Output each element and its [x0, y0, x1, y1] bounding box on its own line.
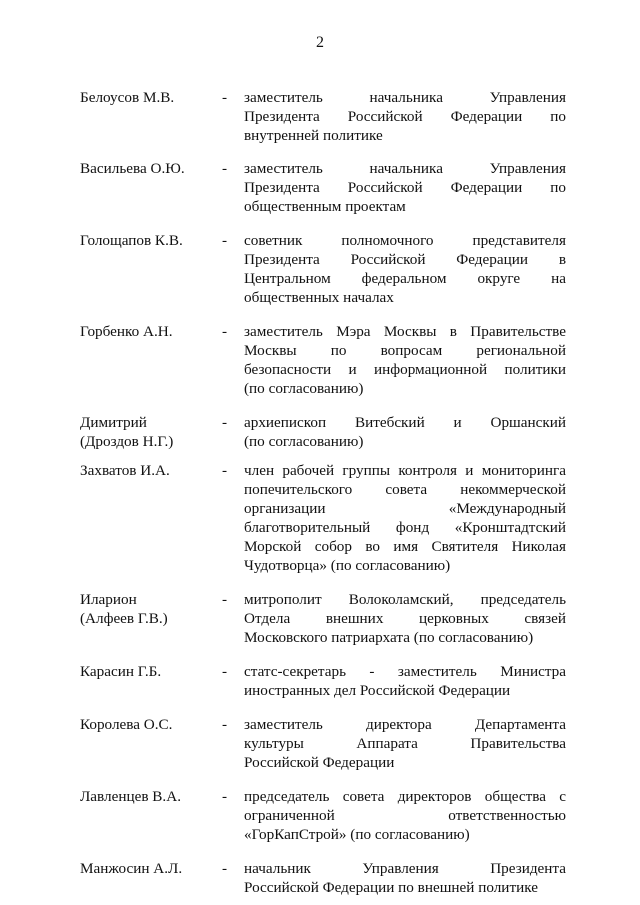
- position-line: заместитель начальника Управления: [244, 89, 566, 106]
- page-number: 2: [316, 34, 324, 51]
- position-line: «ГорКапСтрой» (по согласованию): [244, 826, 470, 843]
- person-name-line: (Дроздов Н.Г.): [80, 433, 174, 450]
- position-line: начальник Управления Президента: [244, 860, 566, 877]
- roster-entry: [80, 231, 566, 307]
- position-line: общественным проектам: [244, 198, 406, 215]
- person-name-line: (Алфеев Г.В.): [80, 610, 168, 627]
- person-name: [80, 461, 222, 480]
- person-name: [80, 231, 222, 250]
- person-name-line: Захватов И.А.: [80, 462, 170, 479]
- position-description: [244, 590, 566, 647]
- person-name: [80, 715, 222, 734]
- position-line: Морской собор во имя Святителя Николая: [244, 538, 566, 555]
- position-line: митрополит Волоколамский, председатель: [244, 591, 566, 608]
- position-line: Московского патриархата (по согласованию): [244, 629, 534, 646]
- position-description: [244, 159, 566, 216]
- position-description: [244, 322, 566, 398]
- position-line: (по согласованию): [244, 380, 364, 397]
- position-line: организации «Международный: [244, 500, 566, 517]
- roster-entry: [80, 461, 566, 575]
- position-line: Российской Федерации по внешней политике: [244, 879, 538, 896]
- position-line: ограниченной ответственностью: [244, 807, 566, 824]
- position-line: иностранных дел Российской Федерации: [244, 682, 511, 699]
- person-name: [80, 662, 222, 681]
- position-line: культуры Аппарата Правительства: [244, 735, 566, 752]
- position-line: безопасности и информационной политики: [244, 361, 566, 378]
- position-line: председатель совета директоров общества с: [244, 788, 566, 805]
- roster-entry: [80, 322, 566, 398]
- roster-entry: [80, 88, 566, 145]
- roster-entry: [80, 413, 566, 451]
- person-name-line: Иларион: [80, 591, 137, 608]
- roster-list: [80, 73, 566, 897]
- person-name-line: Димитрий: [80, 414, 147, 431]
- position-description: [244, 413, 566, 451]
- person-name: [80, 322, 222, 341]
- position-line: благотворительный фонд «Кронштадтский: [244, 519, 566, 536]
- roster-entry: [80, 590, 566, 647]
- dash-separator: -: [222, 716, 228, 733]
- position-description: [244, 715, 566, 772]
- position-line: заместитель начальника Управления: [244, 160, 566, 177]
- position-description: [244, 231, 566, 307]
- person-name: [80, 413, 222, 451]
- dash-separator: -: [222, 232, 228, 249]
- position-line: Российской Федерации: [244, 754, 395, 771]
- position-line: Чудотворца» (по согласованию): [244, 557, 451, 574]
- position-description: [244, 662, 566, 700]
- position-line: Москвы по вопросам региональной: [244, 342, 566, 359]
- position-line: Президента Российской Федерации по: [244, 108, 566, 125]
- person-name: [80, 159, 222, 178]
- dash-separator: -: [222, 462, 228, 479]
- position-line: Президента Российской Федерации в: [244, 251, 566, 268]
- person-name: [80, 88, 222, 107]
- position-line: заместитель Мэра Москвы в Правительстве: [244, 323, 566, 340]
- dash-separator: -: [222, 788, 228, 805]
- roster-entry: [80, 859, 566, 897]
- position-description: [244, 859, 566, 897]
- roster-entry: [80, 662, 566, 700]
- person-name: [80, 787, 222, 806]
- position-description: [244, 461, 566, 575]
- dash-separator: -: [222, 323, 228, 340]
- position-line: внутренней политике: [244, 127, 383, 144]
- person-name: [80, 859, 222, 878]
- position-line: член рабочей группы контроля и мониторинга: [244, 462, 566, 479]
- dash-separator: -: [222, 591, 228, 608]
- position-line: общественных началах: [244, 289, 394, 306]
- position-line: Отдела внешних церковных связей: [244, 610, 566, 627]
- position-line: архиепископ Витебский и Оршанский: [244, 414, 566, 431]
- dash-separator: -: [222, 663, 228, 680]
- position-line: заместитель директора Департамента: [244, 716, 566, 733]
- person-name-line: Карасин Г.Б.: [80, 663, 162, 680]
- person-name-line: Васильева О.Ю.: [80, 160, 185, 177]
- position-line: Центральном федеральном округе на: [244, 270, 566, 287]
- position-line: Президента Российской Федерации по: [244, 179, 566, 196]
- person-name-line: Горбенко А.Н.: [80, 323, 173, 340]
- dash-separator: -: [222, 160, 228, 177]
- person-name-line: Голощапов К.В.: [80, 232, 183, 249]
- person-name-line: Белоусов М.В.: [80, 89, 175, 106]
- position-line: (по согласованию): [244, 433, 364, 450]
- dash-separator: -: [222, 860, 228, 877]
- roster-entry: [80, 159, 566, 216]
- person-name-line: Королева О.С.: [80, 716, 173, 733]
- roster-entry: [80, 787, 566, 844]
- position-line: статс-секретарь - заместитель Министра: [244, 663, 566, 680]
- position-description: [244, 88, 566, 145]
- dash-separator: -: [222, 89, 228, 106]
- position-line: попечительского совета некоммерческой: [244, 481, 566, 498]
- person-name: [80, 590, 222, 628]
- position-line: советник полномочного представителя: [244, 232, 566, 249]
- position-description: [244, 787, 566, 844]
- roster-entry: [80, 715, 566, 772]
- person-name-line: Манжосин А.Л.: [80, 860, 183, 877]
- dash-separator: -: [222, 414, 228, 431]
- person-name-line: Лавленцев В.А.: [80, 788, 181, 805]
